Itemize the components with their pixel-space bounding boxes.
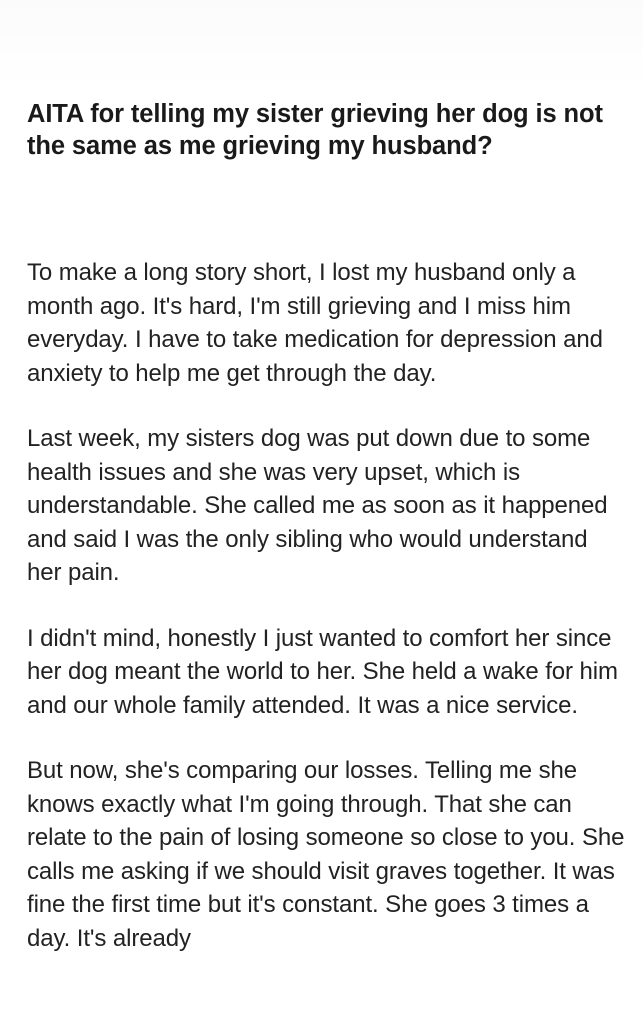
post-paragraph: But now, she's comparing our losses. Telling me she knows exactly what I'm going through. That she can relate to the pain of losing someone so close to you. She calls me asking if we should visit graves together. It was fine the first time but it's constant. She goes 3 times a day. It's already <box>27 757 625 952</box>
post <box>27 98 627 955</box>
post-paragraph: To make a long story short, I lost my husband only a month ago. It's hard, I'm still grieving and I miss him everyday. I have to take medication for depression and anxiety to help me get through the day. <box>27 259 603 387</box>
post-body <box>27 256 627 955</box>
post-paragraph: Last week, my sisters dog was put down due to some health issues and she was very upset, which is understandable. She called me as soon as it happened and said I was the only sibling who would understand her pain. <box>27 425 608 586</box>
top-fade <box>0 0 643 90</box>
post-title: AITA for telling my sister grieving her dog is not the same as me grieving my husband? <box>27 100 603 160</box>
post-paragraph: I didn't mind, honestly I just wanted to comfort her since her dog meant the world to her. She held a wake for him and our whole family attended. It was a nice service. <box>27 624 618 719</box>
